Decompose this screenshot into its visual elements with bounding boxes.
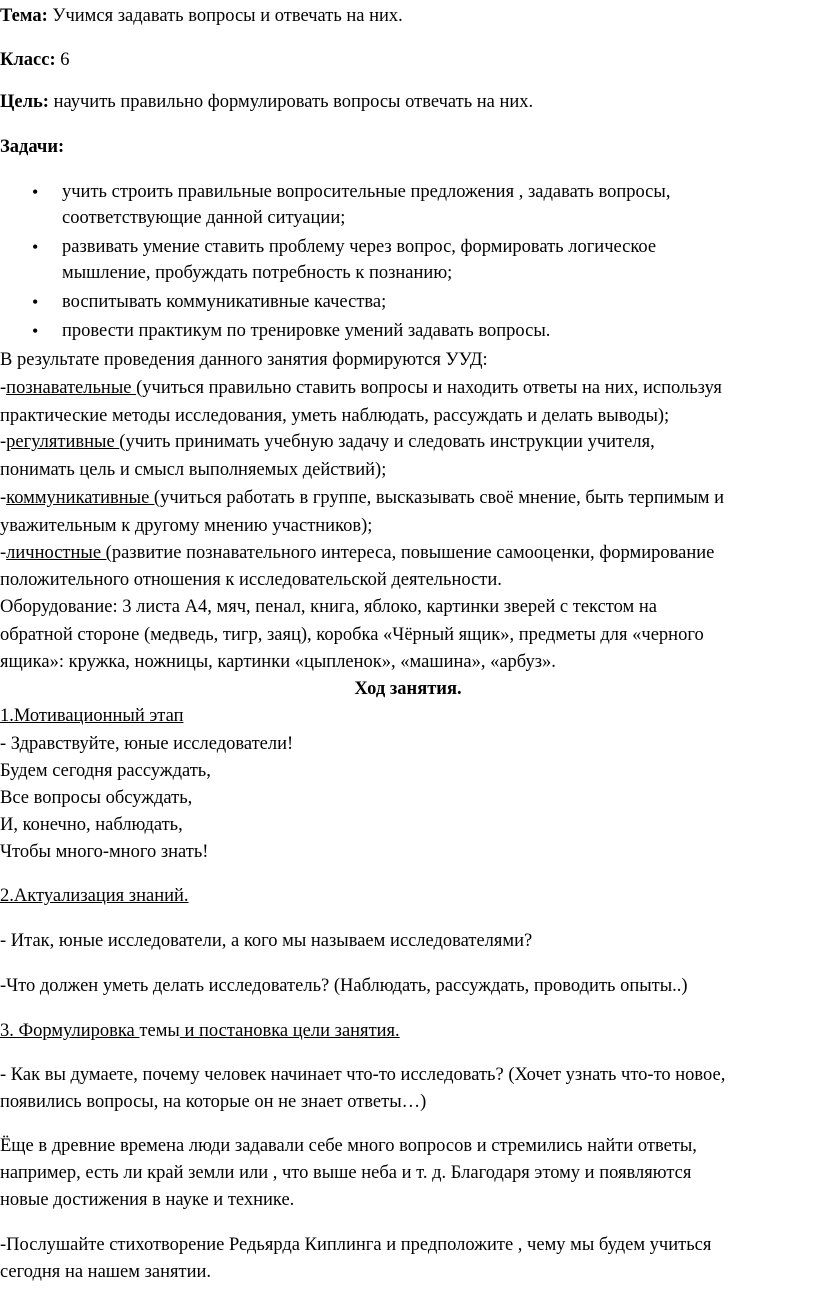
equipment-line: ящика»: кружка, ножницы, картинки «цыпленок», «машина», «арбуз». <box>0 652 556 672</box>
uud-communicative-cont: уважительным к другому мнению участников); <box>0 516 373 536</box>
dash: - <box>0 543 7 563</box>
equipment-line: Оборудование: 3 листа А4, мяч, пенал, книга, яблоко, картинки зверей с текстом на <box>0 597 657 617</box>
paragraph-line: появились вопросы, на которые он не знает ответы…) <box>0 1092 427 1112</box>
bullet-icon: • <box>32 321 39 341</box>
topic-line <box>0 3 403 29</box>
task-line: мышление, пробуждать потребность к познанию; <box>62 263 453 283</box>
uud-text: (учиться правильно ставить вопросы и находить ответы на них, используя <box>136 378 722 398</box>
section-2-question: - Итак, юные исследователи, а кого мы называем исследователями? <box>0 931 533 951</box>
uud-regulatory-cont: понимать цель и смысл выполняемых действий); <box>0 460 387 480</box>
paragraph-line: новые достижения в науке и технике. <box>0 1190 295 1210</box>
uud-text: (учить принимать учебную задачу и следовать инструкции учителя, <box>119 432 655 452</box>
section-3-title <box>0 1018 400 1044</box>
uud-regulatory-term: регулятивные <box>6 432 120 452</box>
equipment-line: обратной стороне (медведь, тигр, заяц), коробка «Чёрный ящик», предметы для «черного <box>0 625 704 645</box>
goal-line <box>0 89 533 115</box>
section-3-title-part: темы <box>139 1021 180 1041</box>
section-1-title: 1.Мотивационный этап <box>0 706 184 726</box>
paragraph-line: например, есть ли край земли или , что выше неба и т. д. Благодаря этому и появляются <box>0 1163 692 1183</box>
section-2-title: 2.Актуализация знаний. <box>0 886 189 906</box>
tasks-heading: Задачи: <box>0 137 65 157</box>
bullet-icon: • <box>32 292 39 312</box>
grade-line <box>0 47 70 73</box>
uud-cognitive-term: познавательные <box>6 378 137 398</box>
task-line: соответствующие данной ситуации; <box>62 208 346 228</box>
uud-text: развитие познавательного интереса, повышение самооценки, формирование <box>111 543 715 563</box>
uud-personal <box>0 540 714 566</box>
bullet-icon: • <box>32 182 39 202</box>
uud-intro: В результате проведения данного занятия формируются УУД: <box>0 350 488 370</box>
dash: - <box>0 488 7 508</box>
uud-cognitive <box>0 375 722 401</box>
bullet-icon: • <box>32 237 39 257</box>
grade-label: Класс: <box>0 50 56 70</box>
uud-personal-term: личностные ( <box>6 543 112 563</box>
section-3-title-part: и постановка цели занятия. <box>179 1021 400 1041</box>
poem-line: И, конечно, наблюдать, <box>0 815 183 835</box>
paragraph-line: сегодня на нашем занятии. <box>0 1262 212 1282</box>
uud-cognitive-cont: практические методы исследования, уметь наблюдать, рассуждать и делать выводы); <box>0 406 670 426</box>
task-line: воспитывать коммуникативные качества; <box>62 292 387 312</box>
dash: - <box>0 378 7 398</box>
task-line: провести практикум по тренировке умений задавать вопросы. <box>62 321 551 341</box>
poem-line: - Здравствуйте, юные исследователи! <box>0 734 294 754</box>
section-2-question: -Что должен уметь делать исследователь? (Наблюдать, рассуждать, проводить опыты..) <box>0 976 688 996</box>
paragraph-line: -Послушайте стихотворение Редьярда Киплинга и предположите , чему мы будем учиться <box>0 1235 712 1255</box>
poem-line: Все вопросы обсуждать, <box>0 788 193 808</box>
goal-label: Цель: <box>0 92 49 112</box>
uud-communicative <box>0 485 724 511</box>
dash: - <box>0 432 7 452</box>
uud-text: учиться работать в группе, высказывать своё мнение, быть терпимым и <box>160 488 725 508</box>
poem-line: Чтобы много-много знать! <box>0 842 209 862</box>
paragraph-line: Ёще в древние времена люди задавали себе много вопросов и стремились найти ответы, <box>0 1136 697 1156</box>
poem-line: Будем сегодня рассуждать, <box>0 761 211 781</box>
topic-label: Тема: <box>0 6 48 26</box>
uud-personal-cont: положительного отношения к исследовательской деятельности. <box>0 570 502 590</box>
uud-communicative-term: коммуникативные ( <box>6 488 161 508</box>
lesson-title: Ход занятия. <box>354 679 462 699</box>
task-line: развивать умение ставить проблему через вопрос, формировать логическое <box>62 237 657 257</box>
goal-value: научить правильно формулировать вопросы отвечать на них. <box>48 92 534 112</box>
topic-value: Учимся задавать вопросы и отвечать на них. <box>47 6 403 26</box>
section-3-title-part: 3. Формулировка <box>0 1021 140 1041</box>
paragraph-line: - Как вы думаете, почему человек начинает что-то исследовать? (Хочет узнать что-то новое, <box>0 1065 726 1085</box>
task-line: учить строить правильные вопросительные предложения , задавать вопросы, <box>62 182 671 202</box>
uud-regulatory <box>0 429 655 455</box>
grade-value: 6 <box>55 50 70 70</box>
